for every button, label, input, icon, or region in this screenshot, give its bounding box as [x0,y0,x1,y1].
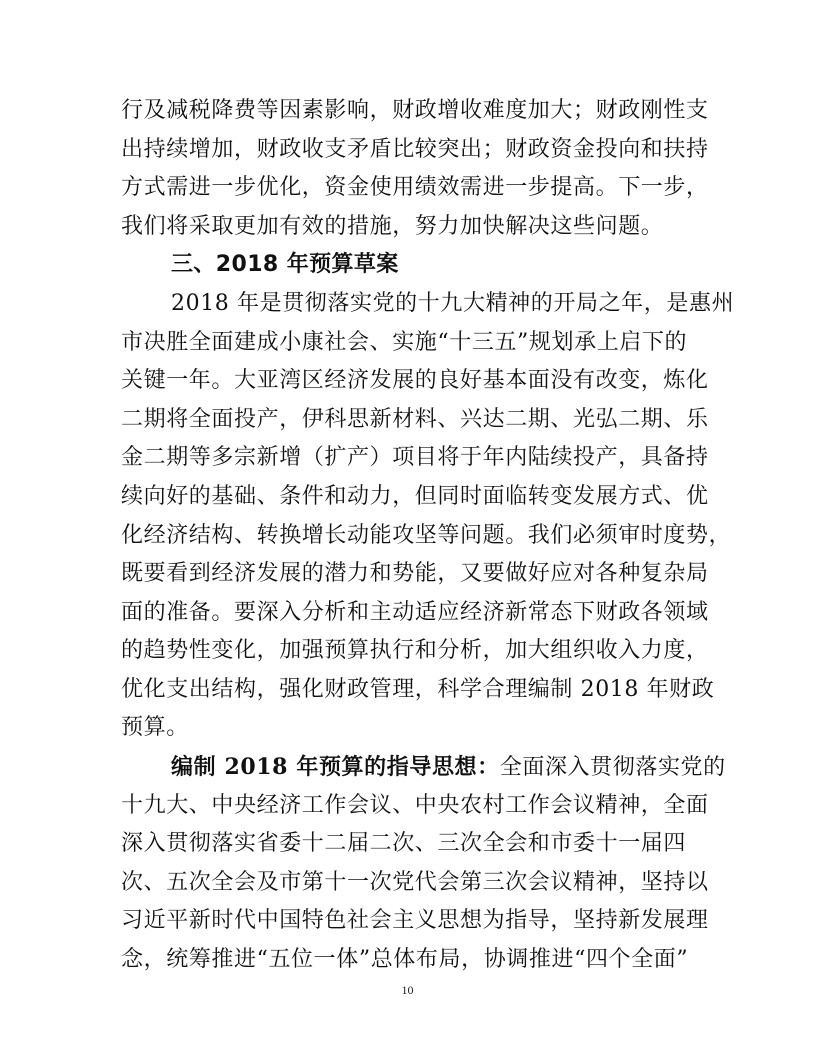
text-line: 预算。 [121,715,189,740]
paragraph-first-line [171,752,726,782]
text-line: 面的准备。要深入分析和主动适应经济新常态下财政各领域 [121,600,709,625]
section-heading: 三、2018 年预算草案 [171,252,399,277]
text-line: 的趋势性变化，加强预算执行和分析，加大组织收入力度， [121,638,709,663]
text-line: 深入贯彻落实省委十二届二次、三次全会和市委十一届四 [121,831,687,856]
text-line: 次、五次全会及市第十一次党代会第三次会议精神，坚持以 [121,870,709,895]
text-line: 市决胜全面建成小康社会、实施“十三五”规划承上启下的 [121,330,688,355]
text-line: 既要看到经济发展的潜力和势能，又要做好应对各种复杂局 [121,561,709,586]
text-line: 念，统筹推进“五位一体”总体布局，协调推进“四个全面” [121,947,689,972]
text-line: 续向好的基础、条件和动力，但同时面临转变发展方式、优 [121,484,709,509]
text-run: 全面深入贯彻落实党的 [499,755,726,780]
text-line: 出持续增加，财政收支矛盾比较突出；财政资金投向和扶持 [121,137,709,162]
text-line: 我们将采取更加有效的措施，努力加快解决这些问题。 [121,214,664,239]
text-line: 金二期等多宗新增（扩产）项目将于年内陆续投产，具备持 [121,445,709,470]
text-line: 2018 年是贯彻落实党的十九大精神的开局之年，是惠州 [171,291,735,316]
guiding-thought-label: 编制 2018 年预算的指导思想： [171,754,500,780]
text-line: 方式需进一步优化，资金使用绩效需进一步提高。下一步， [121,175,709,200]
text-line: 习近平新时代中国特色社会主义思想为指导，坚持新发展理 [121,908,709,933]
text-line: 行及减税降费等因素影响，财政增收难度加大；财政刚性支 [121,98,709,123]
text-line: 二期将全面投产，伊科思新材料、兴达二期、光弘二期、乐 [121,407,709,432]
text-line: 十九大、中央经济工作会议、中央农村工作会议精神，全面 [121,793,709,818]
text-line: 化经济结构、转换增长动能攻坚等问题。我们必须审时度势， [121,523,732,548]
text-line: 优化支出结构，强化财政管理，科学合理编制 2018 年财政 [121,677,715,702]
text-line: 关键一年。大亚湾区经济发展的良好基本面没有改变，炼化 [121,368,709,393]
page-number: 10 [401,983,414,997]
